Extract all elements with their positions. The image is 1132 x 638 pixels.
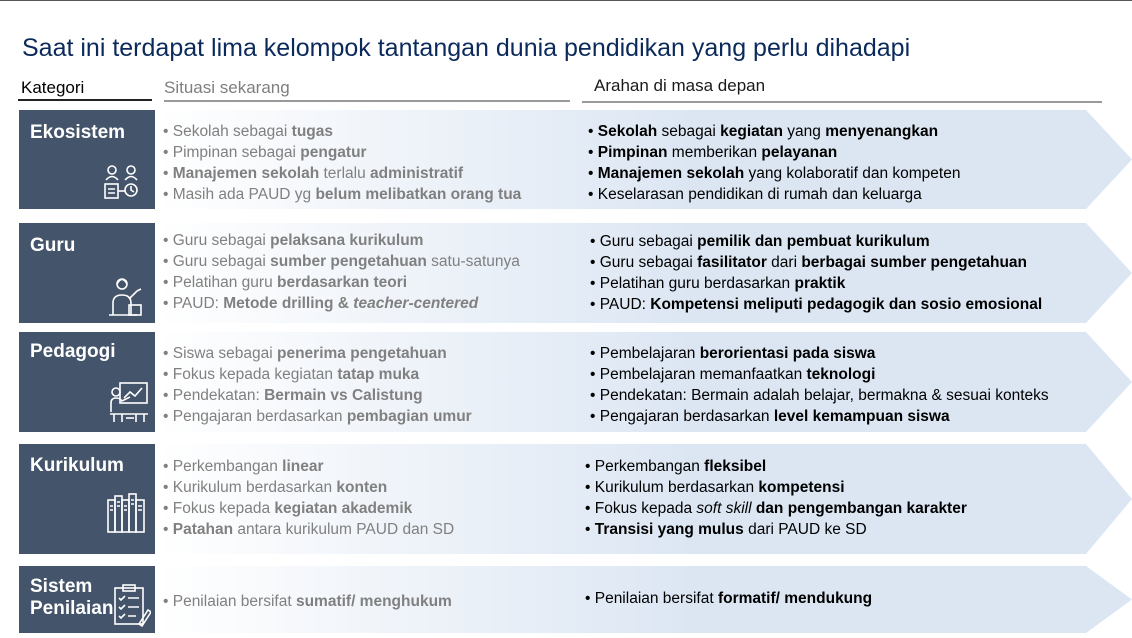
list-item: • Pimpinan memberikan pelayanan (588, 144, 838, 161)
current-list (163, 591, 452, 612)
list-item: • Pendekatan: Bermain adalah belajar, bermakna & sesuai konteks (590, 387, 1049, 404)
future-list (590, 231, 1042, 315)
list-item: • Fokus kepada soft skill dan pengembangan karakter (585, 500, 967, 517)
future-list (585, 588, 872, 609)
list-item: • Manajemen sekolah terlalu administratif (163, 165, 464, 182)
list-item: • Pengajaran berdasarkan level kemampuan siswa (590, 408, 950, 425)
header-current: Situasi sekarang (164, 78, 290, 97)
list-item: • Sekolah sebagai tugas (163, 123, 333, 140)
list-item: • Kurikulum berdasarkan kompetensi (585, 479, 845, 496)
future-list (588, 121, 960, 205)
list-item: • Perkembangan linear (163, 458, 324, 475)
category-box (19, 110, 155, 209)
current-list (163, 343, 472, 427)
list-item: • Transisi yang mulus dari PAUD ke SD (585, 521, 867, 538)
page-title: Saat ini terdapat lima kelompok tantangan dunia pendidikan yang perlu dihadapi (22, 34, 911, 62)
list-item: • Guru sebagai pelaksana kurikulum (163, 232, 424, 249)
list-item: • Perkembangan fleksibel (585, 458, 767, 475)
books-icon (106, 492, 148, 534)
list-item: • Pelatihan guru berdasarkan teori (163, 274, 408, 291)
list-item: • Pengajaran berdasarkan pembagian umur (163, 408, 472, 425)
list-item: • Guru sebagai fasilitator dari berbagai sumber pengetahuan (590, 254, 1028, 271)
category-box (19, 223, 155, 323)
category-box (19, 444, 155, 554)
list-item: • Patahan antara kurikulum PAUD dan SD (163, 521, 455, 538)
row-sistem-penilaian (0, 566, 1132, 633)
list-item: • Pembelajaran memanfaatkan teknologi (590, 366, 876, 383)
list-item: • Pendekatan: Bermain vs Calistung (163, 387, 423, 404)
row-guru (0, 223, 1132, 323)
future-list (585, 456, 967, 540)
header-current-underline (164, 100, 570, 102)
future-list (590, 343, 1049, 427)
people-network-icon (102, 162, 142, 202)
list-item: • Penilaian bersifat sumatif/ menghukum (163, 593, 452, 610)
list-item: • PAUD: Metode drilling & teacher-centered (163, 295, 479, 312)
list-item: • Kurikulum berdasarkan konten (163, 479, 388, 496)
row-ekosistem (0, 110, 1132, 209)
teacher-icon (107, 275, 147, 317)
current-list (163, 456, 454, 540)
header-category: Kategori (21, 78, 85, 97)
category-box (19, 566, 155, 633)
current-list (163, 121, 521, 205)
list-item: • Penilaian bersifat formatif/ mendukung (585, 590, 873, 607)
list-item: • Guru sebagai pemilik dan pembuat kurikulum (590, 233, 930, 250)
list-item: • Fokus kepada kegiatan tatap muka (163, 366, 420, 383)
list-item: • Manajemen sekolah yang kolaboratif dan kompeten (588, 165, 961, 182)
current-list (163, 230, 520, 314)
list-item: • Keselarasan pendidikan di rumah dan keluarga (588, 186, 922, 203)
list-item: • Masih ada PAUD yg belum melibatkan orang tua (163, 186, 522, 203)
list-item: • Pelatihan guru berdasarkan praktik (590, 275, 846, 292)
category-label: Ekosistem (30, 122, 126, 143)
list-item: • Sekolah sebagai kegiatan yang menyenangkan (588, 123, 939, 140)
list-item: • PAUD: Kompetensi meliputi pedagogik dan sosio emosional (590, 296, 1043, 313)
list-item: • Guru sebagai sumber pengetahuan satu-satunya (163, 253, 520, 270)
header-future-underline (582, 101, 1102, 103)
list-item: • Fokus kepada kegiatan akademik (163, 500, 413, 517)
category-label: Pedagogi (30, 341, 116, 362)
category-label: Sistem Penilaian (30, 576, 114, 619)
row-kurikulum (0, 444, 1132, 554)
list-item: • Pimpinan sebagai pengatur (163, 144, 367, 161)
top-rule (0, 0, 1132, 1)
row-pedagogi (0, 332, 1132, 432)
presentation-board-icon (108, 380, 150, 424)
category-label: Kurikulum (30, 455, 124, 476)
list-item: • Siswa sebagai penerima pengetahuan (163, 345, 447, 362)
list-item: • Pembelajaran berorientasi pada siswa (590, 345, 876, 362)
checklist-icon (111, 584, 151, 628)
category-box (19, 332, 155, 432)
category-label: Guru (30, 235, 76, 256)
header-category-underline (18, 99, 152, 101)
header-future: Arahan di masa depan (594, 76, 766, 95)
